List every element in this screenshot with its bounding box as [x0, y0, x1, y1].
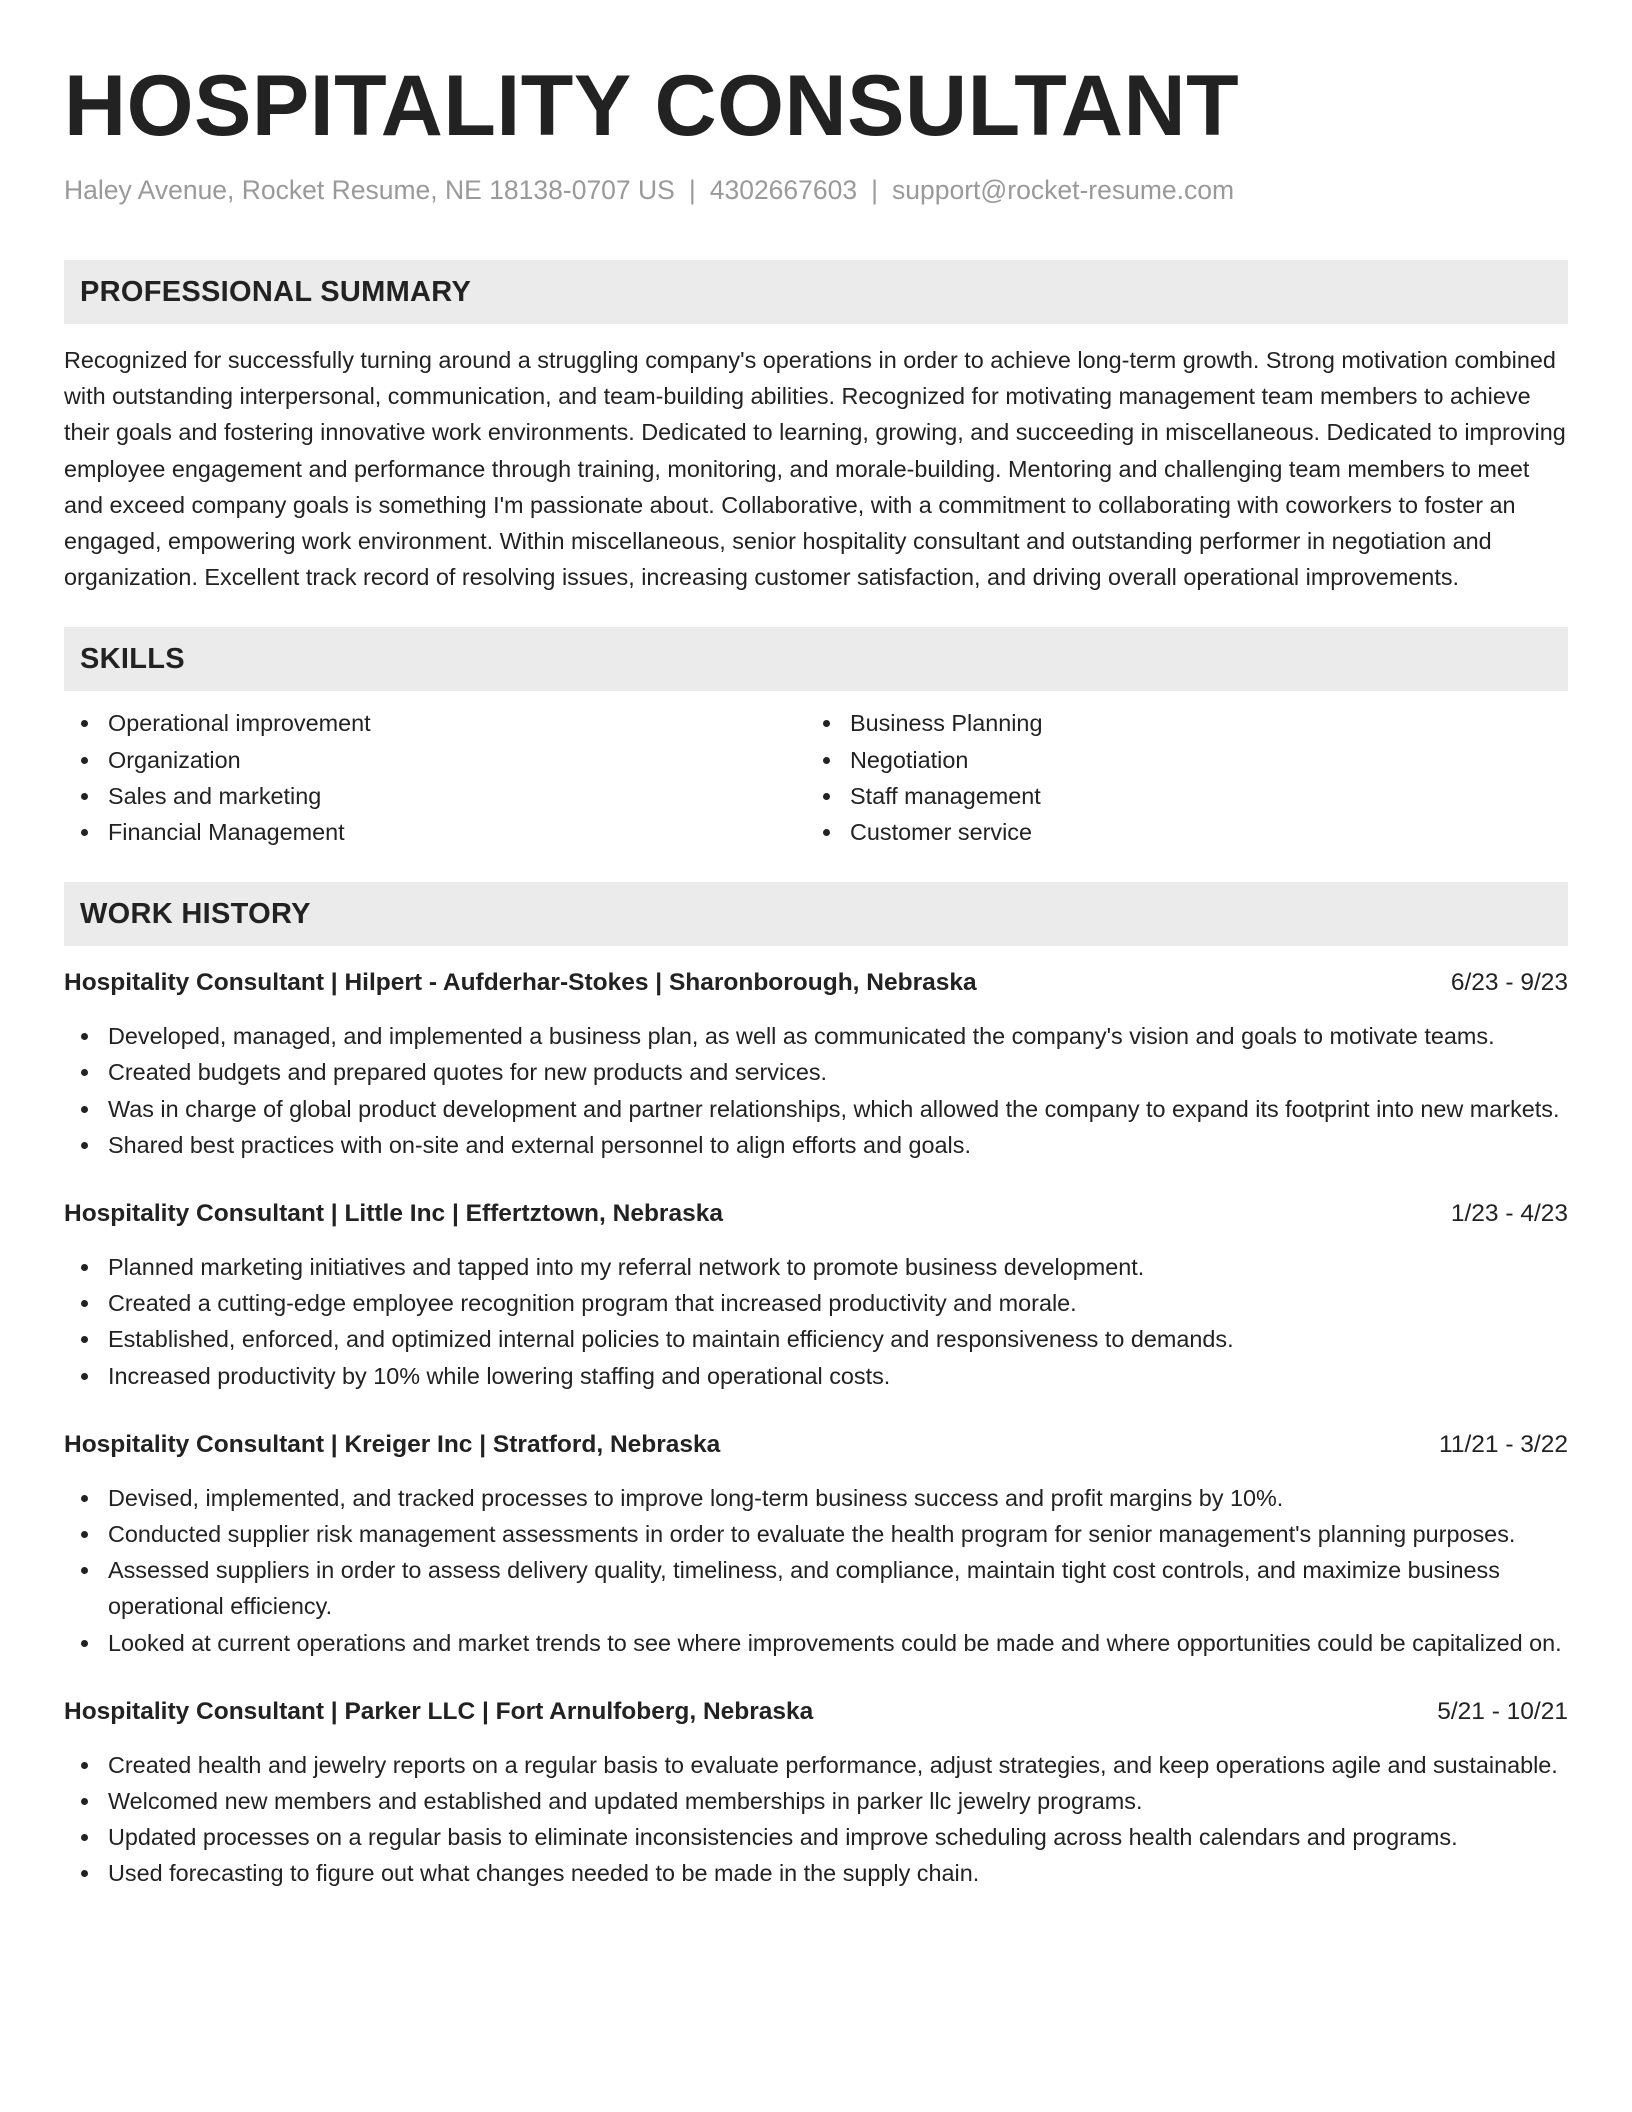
job-bullet: Conducted supplier risk management assessments in order to evaluate the health program for senior management's planning purposes.	[64, 1516, 1568, 1552]
job-bullets	[64, 1249, 1568, 1394]
job-heading-row	[64, 1197, 1568, 1231]
job-bullet: Devised, implemented, and tracked processes to improve long-term business success and profit margins by 10%.	[64, 1480, 1568, 1516]
job-heading-row	[64, 1695, 1568, 1729]
job-bullet: Welcomed new members and established and updated memberships in parker llc jewelry programs.	[64, 1783, 1568, 1819]
job-bullet: Created health and jewelry reports on a regular basis to evaluate performance, adjust strategies, and keep operations agile and sustainable.	[64, 1747, 1568, 1783]
section-header-work-history: WORK HISTORY	[64, 882, 1568, 946]
contact-separator: |	[871, 175, 879, 205]
job-bullets	[64, 1747, 1568, 1892]
job-bullet: Updated processes on a regular basis to eliminate inconsistencies and improve scheduling across health calendars and programs.	[64, 1819, 1568, 1855]
job-bullet: Shared best practices with on-site and external personnel to align efforts and goals.	[64, 1127, 1568, 1163]
skills-list	[64, 705, 1568, 850]
contact-separator: |	[688, 175, 696, 205]
job-entry	[64, 1695, 1568, 1892]
job-entry	[64, 966, 1568, 1163]
job-bullet: Increased productivity by 10% while lowering staffing and operational costs.	[64, 1358, 1568, 1394]
skill-item: Customer service	[806, 814, 1548, 850]
job-bullet: Created a cutting-edge employee recognition program that increased productivity and morale.	[64, 1285, 1568, 1321]
job-entry	[64, 1197, 1568, 1394]
contact-line	[64, 172, 1568, 208]
skill-item: Operational improvement	[64, 705, 806, 741]
job-bullets	[64, 1480, 1568, 1661]
skill-item: Business Planning	[806, 705, 1548, 741]
job-dates: 6/23 - 9/23	[1450, 969, 1568, 997]
job-heading: Hospitality Consultant | Hilpert - Aufderhar-Stokes | Sharonborough, Nebraska	[64, 969, 977, 997]
skill-item: Financial Management	[64, 814, 806, 850]
job-dates: 5/21 - 10/21	[1437, 1697, 1568, 1725]
job-bullet: Was in charge of global product development and partner relationships, which allowed the company to expand its footprint into new markets.	[64, 1091, 1568, 1127]
skills-column-left	[64, 705, 806, 850]
skill-item: Organization	[64, 742, 806, 778]
candidate-title: HOSPITALITY CONSULTANT	[64, 58, 1240, 154]
job-dates: 11/21 - 3/22	[1439, 1430, 1568, 1458]
job-heading-row	[64, 1428, 1568, 1462]
job-bullet: Planned marketing initiatives and tapped into my referral network to promote business development.	[64, 1249, 1568, 1285]
job-entry	[64, 1428, 1568, 1661]
job-bullet: Established, enforced, and optimized internal policies to maintain efficiency and responsiveness to demands.	[64, 1321, 1568, 1357]
job-bullets	[64, 1018, 1568, 1163]
contact-address: Haley Avenue, Rocket Resume, NE 18138-0707 US	[64, 175, 675, 205]
contact-phone: 4302667603	[709, 175, 858, 205]
job-bullet: Developed, managed, and implemented a business plan, as well as communicated the company's vision and goals to motivate teams.	[64, 1018, 1568, 1054]
section-header-skills: SKILLS	[64, 627, 1568, 691]
skill-item: Negotiation	[806, 742, 1548, 778]
contact-email: support@rocket-resume.com	[892, 175, 1235, 205]
skills-column-right	[806, 705, 1548, 850]
job-heading: Hospitality Consultant | Parker LLC | Fort Arnulfoberg, Nebraska	[64, 1697, 814, 1725]
job-heading: Hospitality Consultant | Little Inc | Effertztown, Nebraska	[64, 1200, 723, 1228]
job-heading: Hospitality Consultant | Kreiger Inc | Stratford, Nebraska	[64, 1430, 721, 1458]
skill-item: Sales and marketing	[64, 778, 806, 814]
summary-text: Recognized for successfully turning around a struggling company's operations in order to achieve long-term growth. Strong motivation combined with outstanding interpersonal, communication, and team-building abilities. Recognized for motivating management team members to achieve their goals and fostering innovative work environments. Dedicated to learning, growing, and succeeding in miscellaneous. Dedicated to improving employee engagement and performance through training, monitoring, and morale-building. Mentoring and challenging team members to meet and exceed company goals is something I'm passionate about. Collaborative, with a commitment to collaborating with coworkers to foster an engaged, empowering work environment. Within miscellaneous, senior hospitality consultant and outstanding performer in negotiation and organization. Excellent track record of resolving issues, increasing customer satisfaction, and driving overall operational improvements.	[64, 347, 1566, 591]
job-dates: 1/23 - 4/23	[1450, 1200, 1568, 1228]
job-bullet: Created budgets and prepared quotes for new products and services.	[64, 1054, 1568, 1090]
job-heading-row	[64, 966, 1568, 1000]
job-bullet: Assessed suppliers in order to assess delivery quality, timeliness, and compliance, maintain tight cost controls, and maximize business operational efficiency.	[64, 1552, 1568, 1624]
job-bullet: Used forecasting to figure out what changes needed to be made in the supply chain.	[64, 1855, 1568, 1891]
section-header-summary: PROFESSIONAL SUMMARY	[64, 260, 1568, 324]
job-bullet: Looked at current operations and market trends to see where improvements could be made and where opportunities could be capitalized on.	[64, 1625, 1568, 1661]
skill-item: Staff management	[806, 778, 1548, 814]
